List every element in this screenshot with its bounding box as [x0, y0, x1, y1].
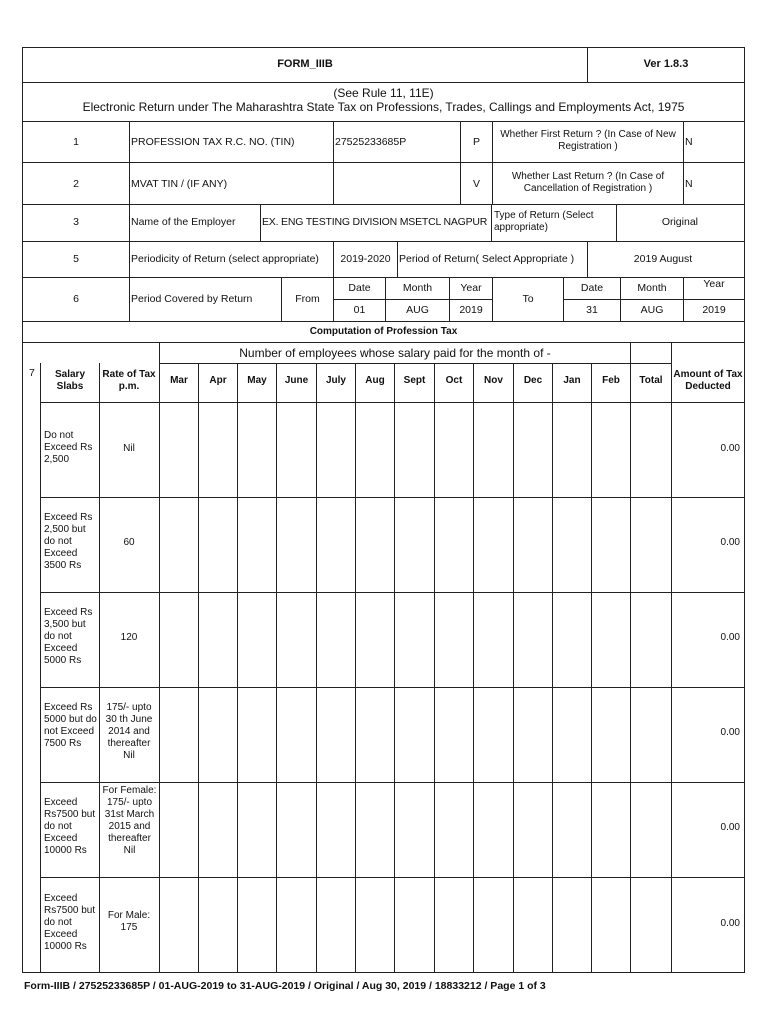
period-of-return-label: Period of Return( Select Appropriate ) [399, 253, 575, 265]
month-header-feb: Feb [602, 375, 620, 386]
ptrc-code: P [472, 136, 480, 148]
month-header-sept: Sept [403, 375, 426, 386]
period-covered-label: Period Covered by Return [131, 293, 253, 305]
to-date-value: 31 [586, 304, 598, 316]
row-line [40, 877, 745, 878]
last-return-answer: N [685, 178, 693, 190]
month-header-july: July [325, 375, 346, 386]
header-bottom-line [40, 402, 745, 403]
slab-rate: 175/- upto 30 th June 2014 and thereafter Nil [105, 702, 153, 761]
tax-table [22, 342, 745, 973]
slab-amount: 0.00 [720, 443, 740, 454]
grid-line [159, 342, 160, 973]
row-2-value-cell [333, 162, 461, 205]
grid-line [198, 363, 199, 973]
to-month-header: Month [637, 282, 667, 294]
mvat-label: MVAT TIN / (IF ANY) [131, 178, 228, 190]
slab-amount: 0.00 [720, 537, 740, 548]
grid-line [394, 363, 395, 973]
slab-amount: 0.00 [720, 727, 740, 738]
rule-reference: (See Rule 11, 11E) [333, 86, 434, 100]
grid-line [473, 363, 474, 973]
slab-amount: 0.00 [720, 918, 740, 929]
from-label: From [295, 293, 320, 305]
row-6-number: 6 [73, 293, 79, 305]
to-year-value: 2019 [702, 304, 726, 316]
period-of-return-value: 2019 August [633, 253, 693, 265]
slab-rate: 120 [120, 632, 138, 643]
slab-label: Exceed Rs 3,500 but do not Exceed 5000 Rs [44, 607, 93, 666]
slab-header: Salary Slabs [54, 369, 86, 392]
return-type-question: Type of Return (Select appropriate) [494, 210, 594, 233]
month-header-may: May [247, 375, 267, 386]
grid-line [40, 363, 41, 973]
slab-label: Exceed Rs 2,500 but do not Exceed 3500 Rs [44, 512, 93, 571]
grid-line [671, 342, 672, 973]
month-header-apr: Apr [209, 375, 227, 386]
grid-line [355, 363, 356, 973]
row-3-number: 3 [73, 216, 79, 228]
month-header-jan: Jan [563, 375, 581, 386]
grid-line [434, 363, 435, 973]
row-line [40, 497, 745, 498]
slab-amount: 0.00 [720, 632, 740, 643]
slab-rate: For Female: 175/- upto 31st March 2015 and thereafter Nil [102, 785, 157, 856]
to-label: To [522, 293, 534, 305]
rate-header: Rate of Tax p.m. [102, 369, 156, 392]
from-month-header: Month [402, 282, 433, 294]
periodicity-value: 2019-2020 [340, 253, 391, 265]
slab-rate: Nil [123, 443, 135, 454]
to-year-header: Year [703, 278, 725, 290]
computation-title: Computation of Profession Tax [309, 326, 458, 337]
month-header-oct: Oct [445, 375, 463, 386]
version-label: Ver 1.8.3 [643, 58, 689, 70]
total-header: Total [639, 375, 663, 386]
row-line [40, 782, 745, 783]
month-header-aug: Aug [365, 375, 385, 386]
periodicity-label: Periodicity of Return (select appropriate) [131, 253, 319, 265]
row-7-number: 7 [29, 367, 35, 379]
form-title: FORM_IIIB [277, 58, 333, 70]
from-year-value: 2019 [459, 304, 483, 316]
employer-name-label: Name of the Employer [131, 216, 236, 228]
amount-header: Amount of Tax Deducted [673, 369, 743, 392]
slab-label: Exceed Rs7500 but do not Exceed 10000 Rs [44, 797, 96, 856]
slab-label: Exceed Rs7500 but do not Exceed 10000 Rs [44, 893, 96, 952]
slab-rate: For Male: 175 [107, 910, 151, 933]
employer-name-value: EX. ENG TESTING DIVISION MSETCL NAGPUR [262, 216, 488, 228]
employees-caption: Number of employees whose salary paid for the month of - [239, 346, 551, 360]
to-date-header: Date [580, 282, 604, 294]
row-line [40, 592, 745, 593]
from-year-header: Year [460, 282, 482, 294]
grid-line [591, 363, 592, 973]
from-date-value: 01 [353, 304, 366, 316]
ptrc-value: 27525233685P [335, 136, 407, 148]
act-title: Electronic Return under The Maharashtra State Tax on Professions, Trades, Callings and Employments Act, 1975 [82, 100, 685, 114]
slab-rate: 60 [123, 537, 135, 548]
last-return-question: Whether Last Return ? (In Case of Cancellation of Registration ) [511, 171, 665, 194]
grid-line [552, 363, 553, 973]
grid-line [630, 342, 631, 973]
from-month-value: AUG [406, 304, 429, 316]
mvat-code: V [472, 178, 480, 190]
first-return-question: Whether First Return ? (In Case of New Registration ) [500, 129, 676, 152]
month-header-mar: Mar [170, 375, 188, 386]
month-header-june: June [284, 375, 309, 386]
slab-amount: 0.00 [720, 822, 740, 833]
row-5-number: 5 [73, 253, 79, 265]
grid-line [276, 363, 277, 973]
to-month-value: AUG [640, 304, 664, 316]
ptrc-label: PROFESSION TAX R.C. NO. (TIN) [131, 136, 295, 148]
month-header-nov: Nov [484, 375, 503, 386]
row-1-number: 1 [73, 136, 79, 148]
slab-label: Exceed Rs 5000 but do not Exceed 7500 Rs [44, 702, 97, 749]
from-date-header: Date [348, 282, 371, 294]
row-2-number: 2 [73, 178, 79, 190]
return-type-answer: Original [661, 216, 698, 228]
row-line [40, 687, 745, 688]
slab-label: Do not Exceed Rs 2,500 [44, 430, 93, 465]
grid-line [237, 363, 238, 973]
first-return-answer: N [685, 136, 693, 148]
month-header-dec: Dec [523, 375, 543, 386]
page-footer: Form-IIIB / 27525233685P / 01-AUG-2019 to 31-AUG-2019 / Original / Aug 30, 2019 / 18833212 / Page 1 of 3 [24, 980, 546, 992]
grid-line [316, 363, 317, 973]
grid-line [513, 363, 514, 973]
